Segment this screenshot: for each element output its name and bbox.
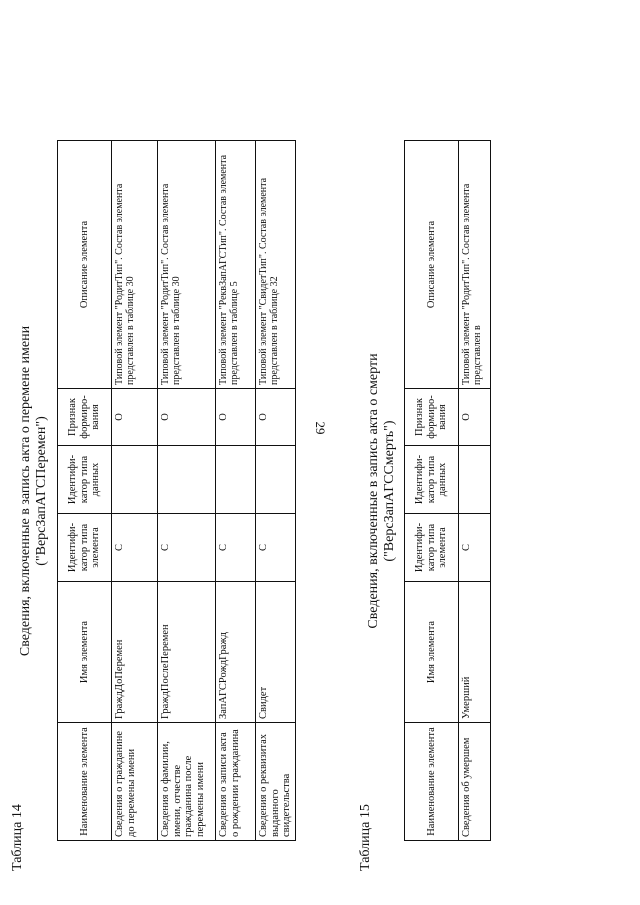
table15-heading-line2: ("ВерсЗапАГССмерть") (382, 420, 397, 562)
table14-cell: С (112, 514, 158, 582)
table15-cell: Умерший (459, 582, 491, 723)
table14-label-text: Таблица 14 (10, 804, 25, 871)
table14-cell: О (112, 389, 158, 446)
table14-cell: Сведения о записи акта о рождении гражданина (216, 723, 256, 841)
table14-cell: ГраждПослеПеремен (158, 582, 216, 723)
table14-cell: Сведения о фамилии, имени, отчестве гражданина после перемены имени (158, 723, 216, 841)
table14-cell: О (216, 389, 256, 446)
table14-cell: С (216, 514, 256, 582)
table15-cell: Типовой элемент "РодитТип". Состав элемента представлен в (459, 141, 491, 389)
table15-cell: С (459, 514, 491, 582)
table14-heading (18, 141, 50, 841)
table15-header-cell: Имя элемента (405, 582, 459, 723)
table15-cell: О (459, 389, 491, 446)
table14-heading-line1: Сведения, включенные в запись акта о перемене имени (18, 325, 33, 657)
table14-cell: О (158, 389, 216, 446)
table14-cell: Сведения о гражданине до перемены имени (112, 723, 158, 841)
page-number: 29 (313, 421, 328, 435)
table15-cell: Сведения об умершем (459, 723, 491, 841)
table14-cell: Сведения о реквизитах выданного свидетельства (256, 723, 296, 841)
table15-header-cell: Признак формиро-вания (405, 389, 459, 446)
table14-header-cell: Идентифи-катор типа элемента (58, 514, 112, 582)
table14-header-cell: Имя элемента (58, 582, 112, 723)
table14-cell: Типовой элемент "РодитТип". Состав элемента представлен в таблице 30 (112, 141, 158, 389)
table14-cell: Типовой элемент "РодитТип". Состав элемента представлен в таблице 30 (158, 141, 216, 389)
table15-heading-line1: Сведения, включенные в запись акта о смерти (366, 353, 381, 629)
table14-cell: ЗапАГСРождГражд (216, 582, 256, 723)
table14-cell: С (256, 514, 296, 582)
table14-header-cell: Наименование элемента (58, 723, 112, 841)
table15-header-cell: Идентифи-катор типа данных (405, 446, 459, 514)
table14-cell: Свидет (256, 582, 296, 723)
table15-header-cell: Наименование элемента (405, 723, 459, 841)
table15-label-text: Таблица 15 (358, 804, 373, 871)
table14-cell: ГраждДоПеремен (112, 582, 158, 723)
table14-cell: Типовой элемент "СвидетТип". Состав элемента представлен в таблице 32 (256, 141, 296, 389)
table14-header-cell: Признак формиро-вания (58, 389, 112, 446)
table14-cell: Типовой элемент "РеквЗапАГСТип". Состав элемента представлен в таблице 5 (216, 141, 256, 389)
table14-header-cell: Описание элемента (58, 141, 112, 389)
table14-cell: С (158, 514, 216, 582)
table15-heading (366, 141, 398, 841)
table14-heading-line2: ("ВерсЗапАГСПеремен") (34, 416, 49, 566)
table14-cell: О (256, 389, 296, 446)
table15-header-cell: Описание элемента (405, 141, 459, 389)
table15-header-cell: Идентифи-катор типа элемента (405, 514, 459, 582)
table14-header-cell: Идентифи-катор типа данных (58, 446, 112, 514)
